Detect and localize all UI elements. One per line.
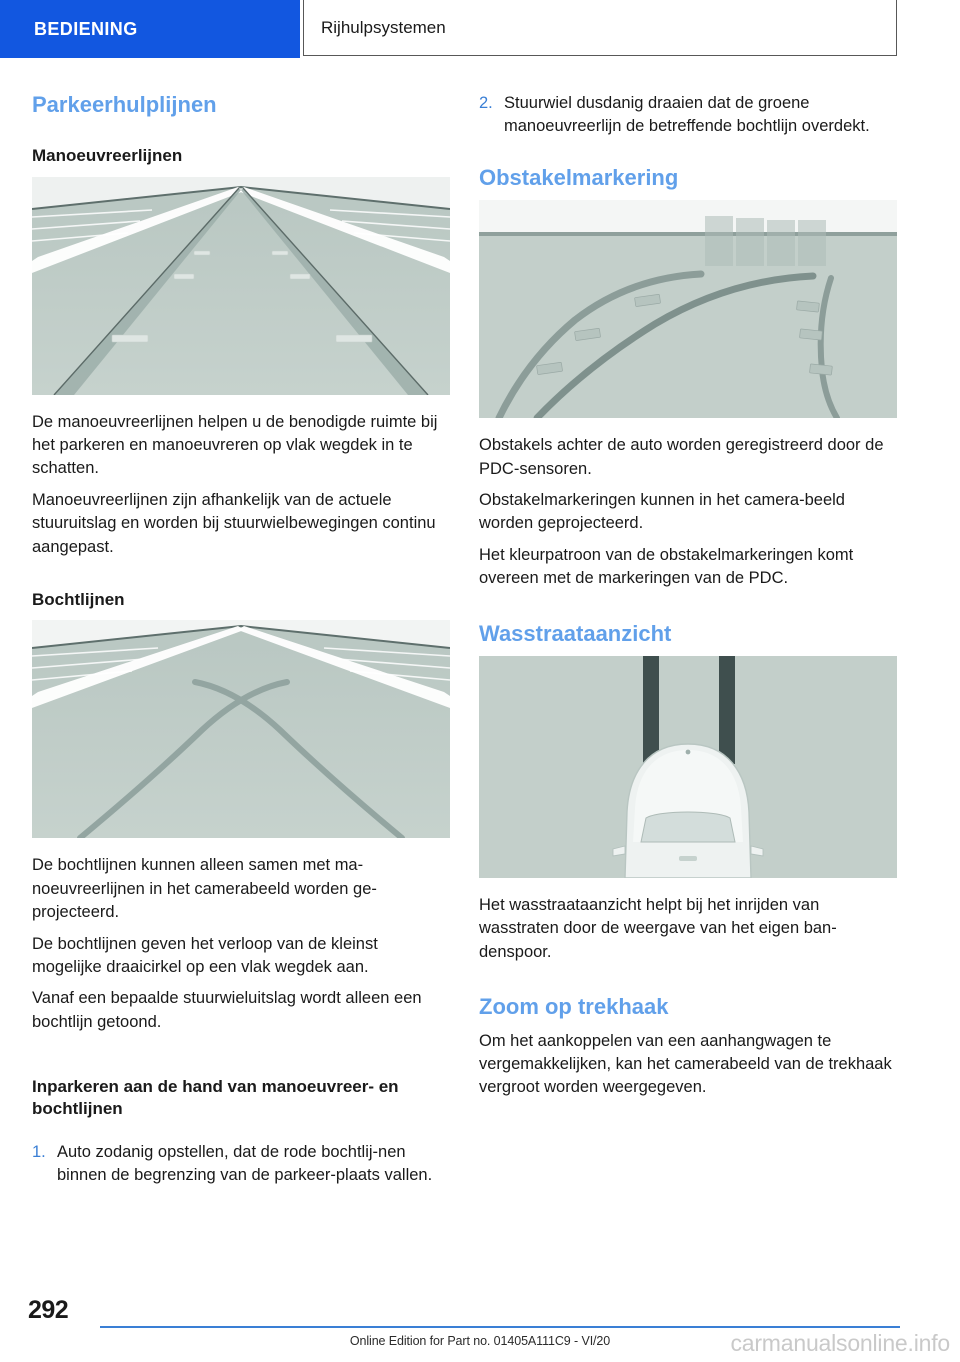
section-breadcrumb — [303, 0, 897, 56]
footer-divider — [100, 1326, 900, 1328]
page-header — [0, 0, 960, 60]
watermark: carmanualsonline.info — [730, 1330, 950, 1356]
step-text: Stuurwiel dusdanig draaien dat de groene manoeuvreerlijn de betreffende bochtlijn overdekt. — [504, 94, 870, 136]
spacer — [479, 143, 897, 165]
paragraph-obstakelmarkering-1: Obstakels achter de auto worden geregistreerd door de PDC-sensoren. — [479, 436, 884, 478]
left-column — [32, 92, 450, 1192]
bochtlijnen-illustration — [32, 620, 450, 838]
list-item — [479, 92, 897, 139]
paragraph-manoeuvreerlijnen-2: Manoeuvreerlijnen zijn afhankelijk van de actuele stuuruitslag en worden bij stuurwielbewegingen continu aangepast. — [32, 490, 436, 556]
heading-zoom-trekhaak: Zoom op trekhaak — [479, 994, 669, 1020]
steps-list — [32, 1141, 450, 1188]
obstakelmarkering-illustration — [479, 200, 897, 418]
figure-bochtlijnen — [32, 620, 450, 838]
chapter-tab-label: BEDIENING — [34, 18, 138, 39]
paragraph-bochtlijnen-2: De bochtlijnen geven het verloop van de kleinst mogelijke draaicirkel op een vlak wegdek aan. — [32, 934, 378, 977]
chapter-tab — [0, 0, 300, 58]
subheading-inparkeren: Inparkeren aan de hand van manoeuvreer- en bochtlijnen — [32, 1077, 399, 1118]
paragraph-obstakelmarkering-3: Het kleurpatroon van de obstakelmarkeringen komt overeen met de markeringen van de PDC. — [479, 545, 854, 588]
edition-note: Online Edition for Part no. 01405A111C9 - VI/20 — [349, 1334, 611, 1348]
spacer — [32, 567, 450, 589]
spacer — [32, 1042, 450, 1076]
paragraph-wasstraataanzicht: Het wasstraataanzicht helpt bij het inrijden van wasstraten door de weergave van het eigen ban-denspoor. — [479, 895, 837, 961]
subheading-manoeuvreerlijnen: Manoeuvreerlijnen — [32, 146, 183, 166]
heading-obstakelmarkering: Obstakelmarkering — [479, 164, 679, 190]
spacer — [479, 972, 897, 994]
heading-wasstraataanzicht: Wasstraataanzicht — [479, 620, 672, 646]
wasstraataanzicht-illustration — [479, 656, 897, 878]
step-number: 2. — [479, 94, 493, 112]
steps-list-continued — [479, 92, 897, 139]
paragraph-obstakelmarkering-2: Obstakelmarkeringen kunnen in het camera-beeld worden geprojecteerd. — [479, 490, 845, 533]
paragraph-bochtlijnen-3: Vanaf een bepaalde stuurwieluitslag wordt alleen een bochtlijn getoond. — [32, 989, 422, 1031]
figure-obstakelmarkering — [479, 200, 897, 418]
paragraph-zoom-trekhaak: Om het aankoppelen van een aanhangwagen te vergemakkelijken, kan het camerabeeld van de trekhaak vergroot worden weergegeven. — [479, 1031, 892, 1097]
manoeuvreerlijnen-illustration — [32, 177, 450, 395]
step-number: 1. — [32, 1142, 46, 1161]
right-column — [479, 92, 897, 1100]
spacer — [479, 599, 897, 621]
list-item — [32, 1141, 450, 1188]
page-footer — [0, 1290, 960, 1362]
paragraph-bochtlijnen-1: De bochtlijnen kunnen alleen samen met ma-noeuvreerlijnen in het camerabeeld worden ge-projecteerd. — [32, 856, 377, 922]
figure-manoeuvreerlijnen — [32, 177, 450, 395]
page-number: 292 — [28, 1296, 69, 1324]
section-breadcrumb-label: Rijhulpsystemen — [321, 17, 446, 37]
subheading-bochtlijnen: Bochtlijnen — [32, 590, 125, 610]
step-text: Auto zodanig opstellen, dat de rode bochtlij-nen binnen de begrenzing van de parkeer-plaats vallen. — [57, 1142, 433, 1185]
figure-wasstraataanzicht — [479, 656, 897, 878]
page-title: Parkeerhulplijnen — [32, 92, 217, 117]
paragraph-manoeuvreerlijnen-1: De manoeuvreerlijnen helpen u de benodigde ruimte bij het parkeren en manoeuvreren op vlak wegdek in te schatten. — [32, 412, 438, 478]
